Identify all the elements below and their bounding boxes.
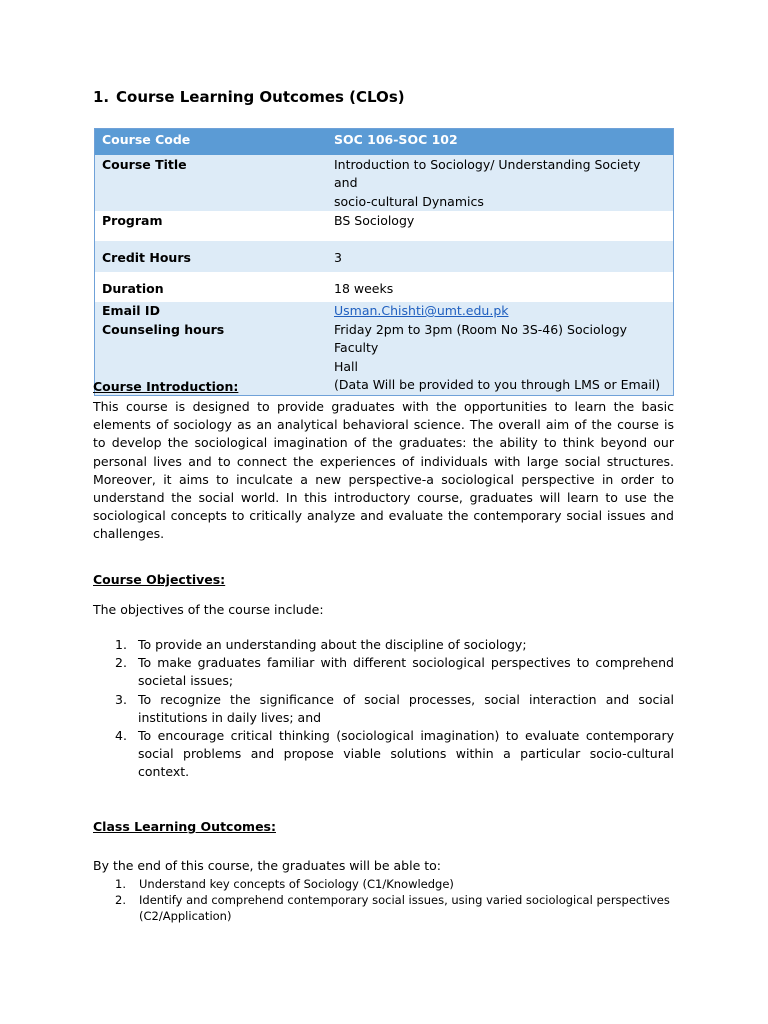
contact-values xyxy=(325,302,674,395)
item-number: 2. xyxy=(115,893,126,907)
program-label: Program xyxy=(102,213,163,228)
objectives-list xyxy=(93,636,674,782)
table-row xyxy=(95,272,674,302)
course-introduction-heading: Course Introduction: xyxy=(93,379,239,394)
item-text: To make graduates familiar with different sociological perspectives to comprehend societal issues; xyxy=(138,655,674,689)
item-number: 2. xyxy=(115,655,127,671)
list-item xyxy=(93,892,674,924)
counseling-note: (Data Will be provided to you through LMS or Email) xyxy=(334,377,661,392)
course-title-line: socio-cultural Dynamics xyxy=(334,193,484,209)
list-item xyxy=(93,636,674,654)
course-introduction-text: This course is designed to provide graduates with the opportunities to learn the basic elements of sociology as an analytical behavioral science. The overall aim of the course is to develop the sociological imagination of the graduates: the ability to think beyond our personal lives and to connect the experiences of individuals with large social structures. Moreover, it aims to inculcate a new perspective-a sociological perspective in order to understand the social world. In this introductory course, graduates will learn to use the sociological concepts to critically analyze and evaluate the contemporary social issues and challenges. xyxy=(93,399,674,542)
program-value: BS Sociology xyxy=(334,213,415,228)
course-title-label: Course Title xyxy=(102,156,187,172)
course-title-value xyxy=(325,155,674,212)
outcomes-list xyxy=(93,876,674,924)
list-item xyxy=(93,654,674,690)
duration-label: Duration xyxy=(102,281,164,296)
item-text: To recognize the significance of social processes, social interaction and social institutions in daily lives; and xyxy=(138,691,674,725)
outcomes-lead: By the end of this course, the graduates will be able to: xyxy=(93,858,442,873)
list-item xyxy=(93,727,674,782)
item-text: To provide an understanding about the discipline of sociology; xyxy=(138,637,527,652)
table-row xyxy=(95,129,674,155)
class-learning-outcomes-heading: Class Learning Outcomes: xyxy=(93,819,276,834)
item-text: To encourage critical thinking (sociological imagination) to evaluate contemporary social problems and propose viable solutions within a particular socio-cultural context. xyxy=(138,728,674,780)
email-link[interactable]: Usman.Chishti@umt.edu.pk xyxy=(334,303,509,318)
counseling-hours-line: Hall xyxy=(334,358,359,374)
section-number: 1. xyxy=(93,88,110,106)
course-objectives-heading: Course Objectives: xyxy=(93,572,226,587)
email-label: Email ID xyxy=(102,303,160,318)
objectives-lead: The objectives of the course include: xyxy=(93,602,324,617)
table-row xyxy=(95,155,674,212)
table-row xyxy=(95,211,674,241)
table-row xyxy=(95,241,674,272)
course-info-table xyxy=(94,128,674,396)
list-item xyxy=(93,876,674,892)
course-code-value: SOC 106-SOC 102 xyxy=(334,132,458,147)
credit-hours-label: Credit Hours xyxy=(102,250,191,265)
item-number: 4. xyxy=(115,728,127,744)
section-heading xyxy=(93,88,405,106)
item-number: 3. xyxy=(115,691,127,707)
duration-value: 18 weeks xyxy=(334,281,394,296)
item-number: 1. xyxy=(115,637,127,652)
course-code-label: Course Code xyxy=(102,132,191,147)
course-title-line: Introduction to Sociology/ Understanding Society and xyxy=(334,156,641,190)
list-item xyxy=(93,691,674,727)
item-number: 1. xyxy=(115,877,126,891)
counseling-hours-line: Friday 2pm to 3pm (Room No 3S-46) Sociology Faculty xyxy=(334,321,628,355)
item-text: Understand key concepts of Sociology (C1/Knowledge) xyxy=(139,877,454,891)
counseling-label: Counseling hours xyxy=(102,321,225,337)
item-text: Identify and comprehend contemporary social issues, using varied sociological perspectives (C2/Application) xyxy=(139,893,670,923)
section-title: Course Learning Outcomes (CLOs) xyxy=(116,88,405,106)
credit-hours-value: 3 xyxy=(334,250,342,265)
